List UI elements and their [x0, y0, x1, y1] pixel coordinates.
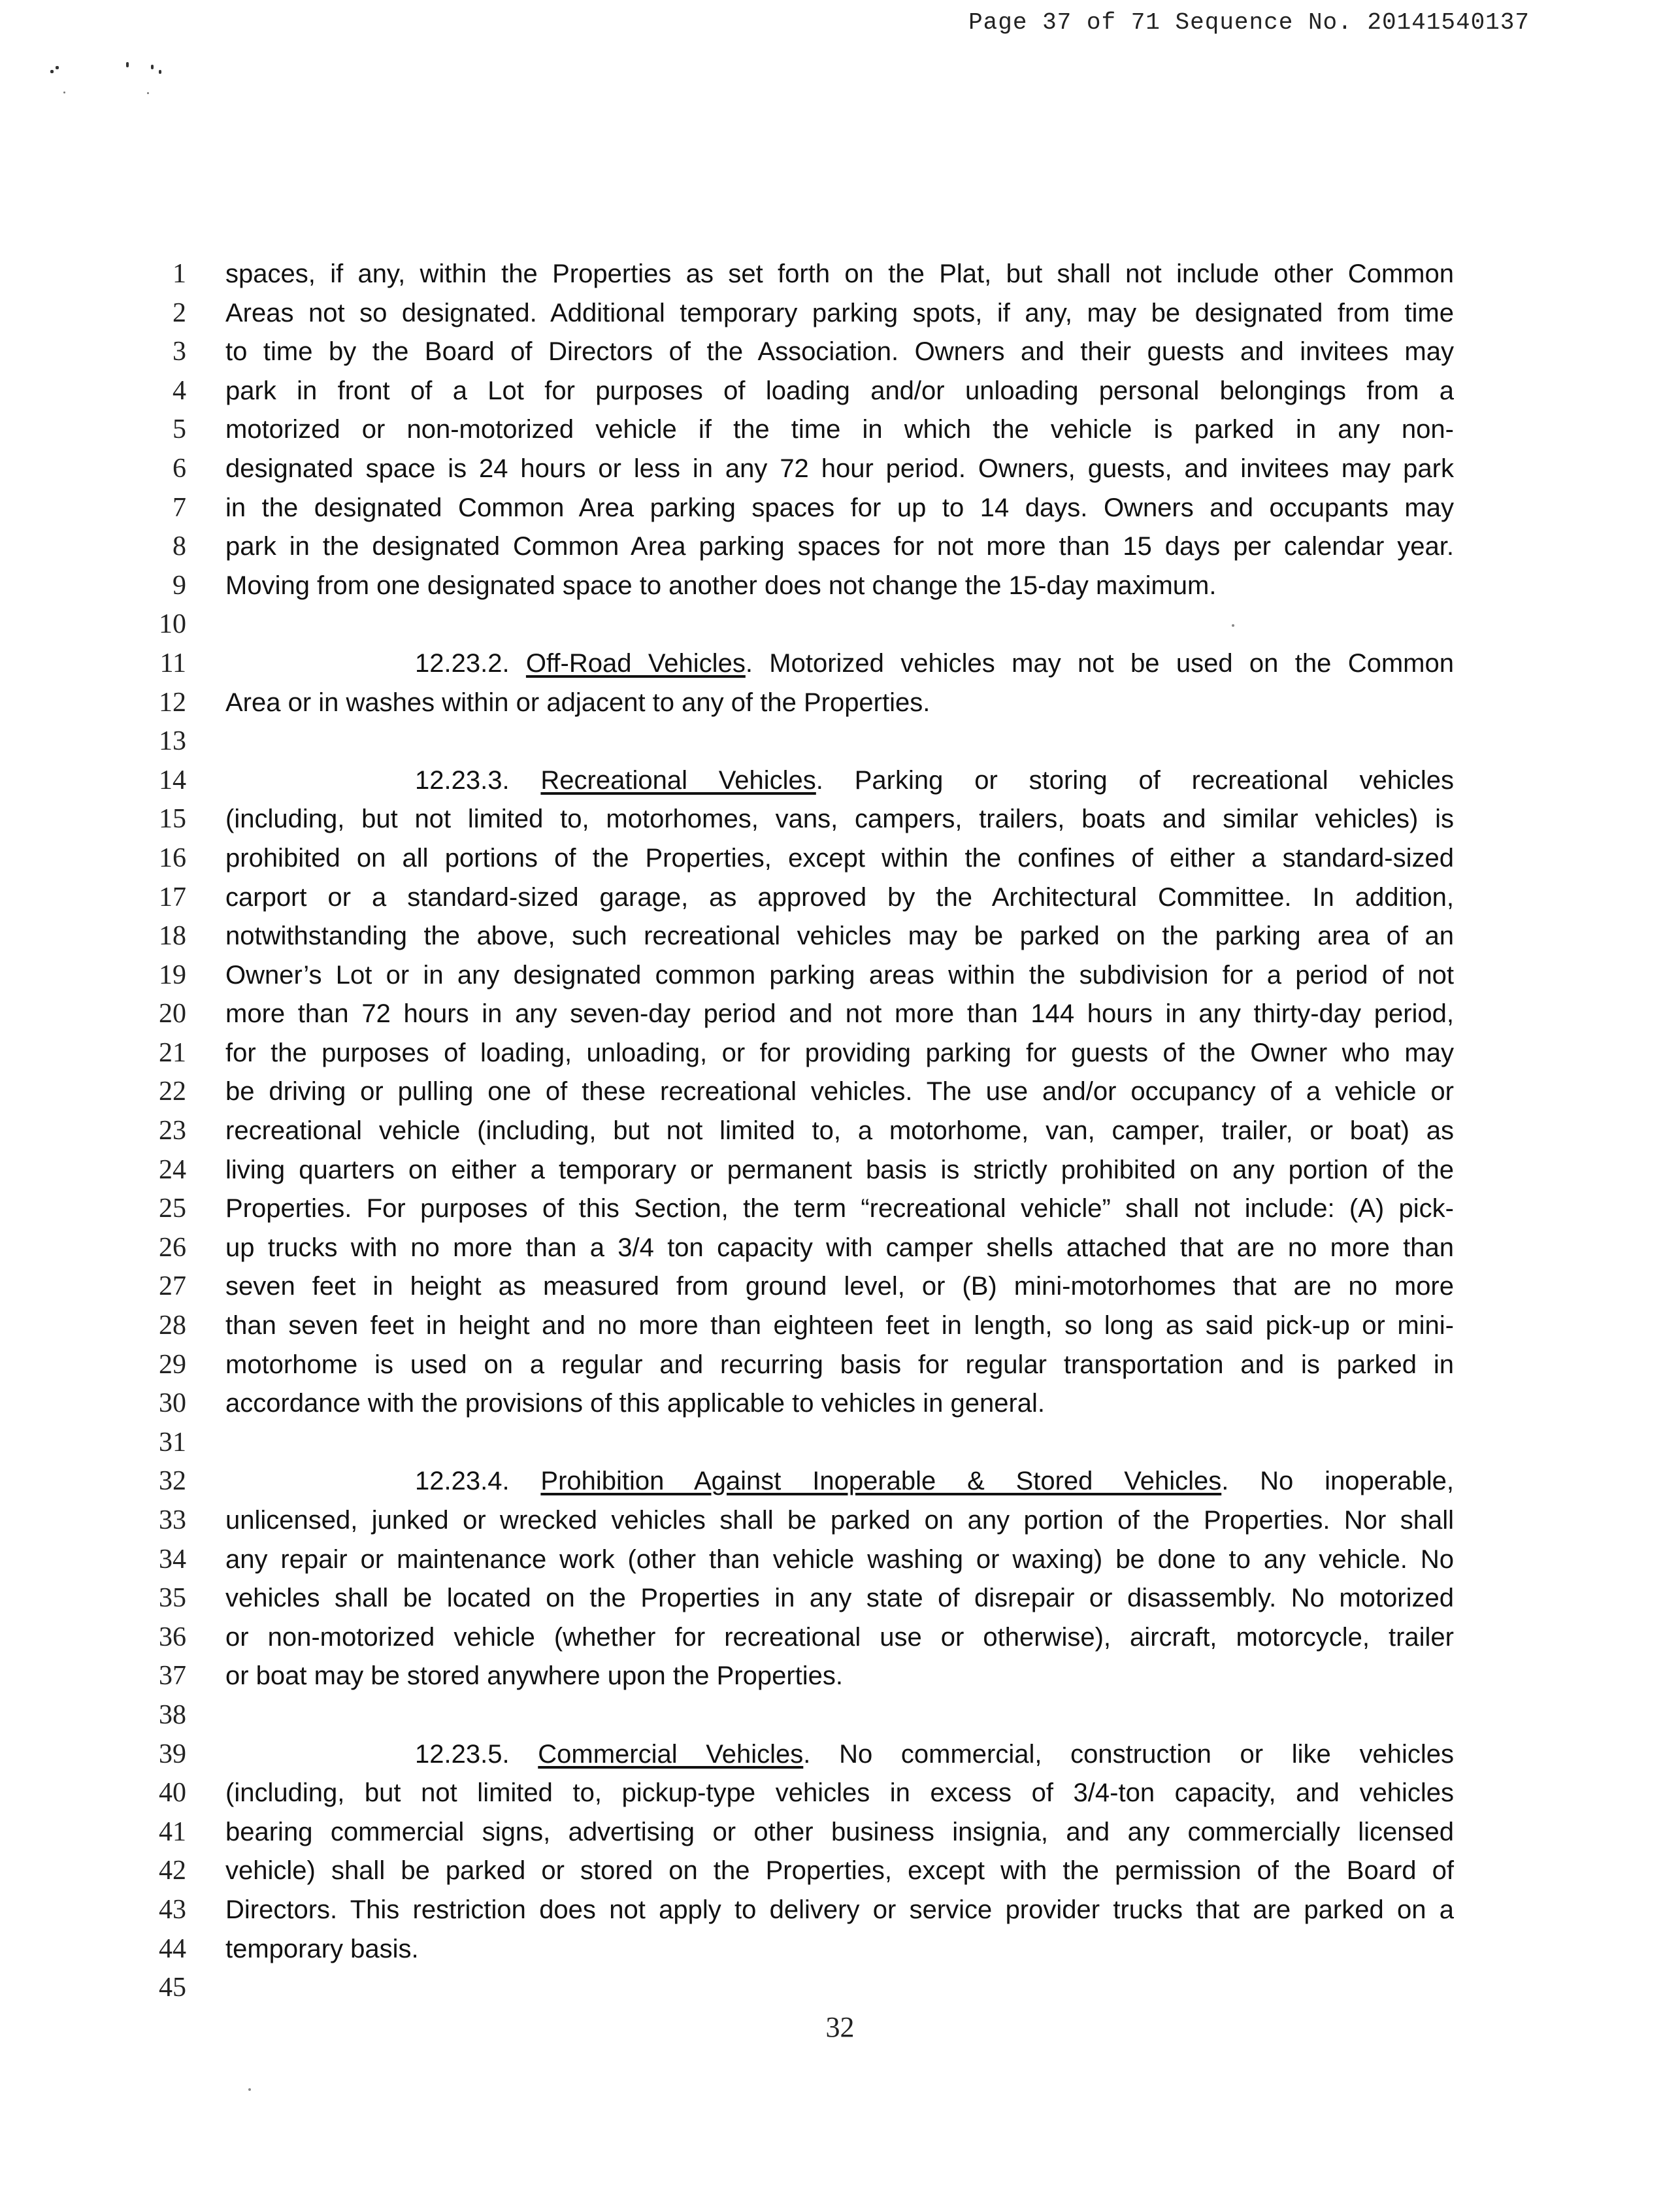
text-line: designated space is 24 hours or less in any 72 hour period. Owners, guests, and invitees may park — [225, 454, 1454, 483]
text-line: notwithstanding the above, such recreational vehicles may be parked on the parking area of an — [225, 922, 1454, 951]
text-line: accordance with the provisions of this applicable to vehicles in general. — [225, 1389, 1046, 1418]
section-text: . No commercial, construction or like vehicles — [803, 1739, 1454, 1769]
section-title: Commercial Vehicles — [538, 1739, 804, 1769]
text-line: park in front of a Lot for purposes of loading and/or unloading personal belongings from a — [225, 376, 1454, 405]
section-title: Prohibition Against Inoperable & Stored Vehicles — [540, 1467, 1222, 1496]
text-line: Owner’s Lot or in any designated common parking areas within the subdivision for a period of not — [225, 960, 1454, 990]
text-line: motorhome is used on a regular and recurring basis for regular transportation and is parked in — [225, 1350, 1454, 1379]
line-number: 28 — [159, 1310, 186, 1341]
line-number: 38 — [159, 1699, 186, 1730]
text-line: (including, but not limited to, pickup-type vehicles in excess of 3/4-ton capacity, and vehicles — [225, 1778, 1454, 1808]
line-number: 32 — [159, 1466, 186, 1497]
line-number: 33 — [159, 1505, 186, 1535]
text-line: Directors. This restriction does not apply to delivery or service provider trucks that are parked on a — [225, 1895, 1454, 1924]
line-number: 31 — [159, 1427, 186, 1458]
line-number: 7 — [173, 492, 186, 523]
section-12-23-3-heading — [225, 761, 1454, 801]
line-number: 3 — [173, 337, 186, 367]
line-number: 24 — [159, 1154, 186, 1185]
section-12-23-4-heading — [225, 1462, 1454, 1501]
section-12-23-5-heading — [225, 1735, 1454, 1775]
text-line: Area or in washes within or adjacent to any of the Properties. — [225, 688, 931, 717]
line-number: 43 — [159, 1894, 186, 1925]
line-number: 27 — [159, 1271, 186, 1302]
line-number: 10 — [159, 609, 186, 640]
line-number: 13 — [159, 726, 186, 757]
section-title: Recreational Vehicles — [540, 765, 816, 795]
text-line: or boat may be stored anywhere upon the Properties. — [225, 1661, 843, 1691]
text-line: more than 72 hours in any seven-day period and not more than 144 hours in any thirty-day period, — [225, 999, 1454, 1029]
text-line: carport or a standard-sized garage, as approved by the Architectural Committee. In addition, — [225, 882, 1454, 912]
section-text: . No inoperable, — [1221, 1467, 1455, 1496]
line-number: 4 — [173, 375, 186, 406]
text-line: any repair or maintenance work (other than vehicle washing or waxing) be done to any vehicle. No — [225, 1544, 1454, 1574]
blank-line — [225, 722, 1454, 761]
text-line: to time by the Board of Directors of the Association. Owners and their guests and invitees may — [225, 337, 1454, 367]
line-number: 18 — [159, 921, 186, 952]
section-title: Off-Road Vehicles — [525, 648, 746, 678]
line-number: 42 — [159, 1856, 186, 1886]
line-number: 44 — [159, 1933, 186, 1964]
blank-line — [225, 1696, 1454, 1735]
line-number: 20 — [159, 999, 186, 1029]
line-number: 9 — [173, 570, 186, 601]
line-number: 41 — [159, 1816, 186, 1847]
line-number: 40 — [159, 1778, 186, 1808]
section-number: 12.23.2. — [415, 648, 526, 678]
line-number: 17 — [159, 882, 186, 912]
section-text: . Parking or storing of recreational vehicles — [815, 765, 1455, 795]
line-number: 39 — [159, 1739, 186, 1769]
text-line: or non-motorized vehicle (whether for recreational use or otherwise), aircraft, motorcycle, trailer — [225, 1622, 1454, 1652]
line-number: 35 — [159, 1583, 186, 1614]
scan-speck — [248, 2088, 251, 2091]
text-line: vehicle) shall be parked or stored on the Properties, except with the permission of the Board of — [225, 1856, 1454, 1886]
page-sequence-header: Page 37 of 71 Sequence No. 20141540137 — [968, 9, 1530, 36]
section-number: 12.23.3. — [415, 765, 541, 795]
text-line: bearing commercial signs, advertising or other business insignia, and any commercially licensed — [225, 1817, 1454, 1846]
blank-line — [225, 1969, 1454, 2008]
line-number: 1 — [173, 259, 186, 289]
line-number: 6 — [173, 453, 186, 484]
line-number: 2 — [173, 297, 186, 328]
document-body — [225, 255, 1454, 2008]
text-line: seven feet in height as measured from ground level, or (B) mini-motorhomes that are no more — [225, 1272, 1454, 1301]
line-number: 15 — [159, 804, 186, 835]
text-line: be driving or pulling one of these recreational vehicles. The use and/or occupancy of a vehicle or — [225, 1077, 1454, 1107]
text-line: (including, but not limited to, motorhomes, vans, campers, trailers, boats and similar vehicles) is — [225, 805, 1454, 834]
text-line: for the purposes of loading, unloading, or for providing parking for guests of the Owner who may — [225, 1038, 1454, 1067]
text-line: Properties. For purposes of this Section, the term “recreational vehicle” shall not include: (A) pick- — [225, 1194, 1454, 1224]
text-line: living quarters on either a temporary or permanent basis is strictly prohibited on any portion of the — [225, 1155, 1454, 1184]
text-line: vehicles shall be located on the Properties in any state of disrepair or disassembly. No motorized — [225, 1584, 1454, 1613]
text-line: in the designated Common Area parking spaces for up to 14 days. Owners and occupants may — [225, 493, 1454, 522]
section-number: 12.23.4. — [415, 1467, 541, 1496]
text-line: motorized or non-motorized vehicle if the time in which the vehicle is parked in any non- — [225, 415, 1454, 444]
line-number: 22 — [159, 1076, 186, 1107]
line-number: 37 — [159, 1661, 186, 1692]
line-number: 8 — [173, 531, 186, 562]
text-line: prohibited on all portions of the Properties, except within the confines of either a standard-sized — [225, 843, 1454, 873]
text-line: recreational vehicle (including, but not limited to, a motorhome, van, camper, trailer, or boat) as — [225, 1116, 1454, 1146]
text-line: Moving from one designated space to another does not change the 15-day maximum. — [225, 571, 1217, 600]
line-number: 23 — [159, 1116, 186, 1146]
section-number: 12.23.5. — [415, 1739, 538, 1769]
section-12-23-2-heading — [225, 644, 1454, 684]
line-number: 16 — [159, 842, 186, 873]
section-text: . Motorized vehicles may not be used on the Common — [745, 648, 1454, 678]
line-number: 29 — [159, 1349, 186, 1380]
line-number: 30 — [159, 1388, 186, 1419]
line-number: 11 — [159, 648, 186, 678]
line-number: 36 — [159, 1622, 186, 1652]
text-line: up trucks with no more than a 3/4 ton capacity with camper shells attached that are no more than — [225, 1233, 1454, 1262]
line-number: 45 — [159, 1973, 186, 2003]
line-number: 12 — [159, 687, 186, 718]
text-line: park in the designated Common Area parking spaces for not more than 15 days per calendar year. — [225, 532, 1454, 561]
line-number: 34 — [159, 1544, 186, 1575]
scan-specks — [49, 56, 219, 108]
text-line: spaces, if any, within the Properties as set forth on the Plat, but shall not include other Common — [225, 259, 1454, 288]
line-number: 5 — [173, 414, 186, 445]
line-number-column — [127, 255, 186, 2008]
text-line: temporary basis. — [225, 1934, 419, 1963]
line-number: 21 — [159, 1037, 186, 1068]
page-number: 32 — [825, 2011, 855, 2043]
line-number: 14 — [159, 765, 186, 795]
blank-line — [225, 1424, 1454, 1463]
line-number: 19 — [159, 959, 186, 990]
blank-line — [225, 605, 1454, 644]
text-line: Areas not so designated. Additional temporary parking spots, if any, may be designated from time — [225, 298, 1454, 327]
text-line: unlicensed, junked or wrecked vehicles shall be parked on any portion of the Properties. Nor shall — [225, 1506, 1454, 1535]
line-number: 26 — [159, 1232, 186, 1263]
line-number: 25 — [159, 1193, 186, 1224]
scan-speck — [1232, 624, 1234, 627]
text-line: than seven feet in height and no more than eighteen feet in length, so long as said pick-up or mini- — [225, 1311, 1454, 1341]
